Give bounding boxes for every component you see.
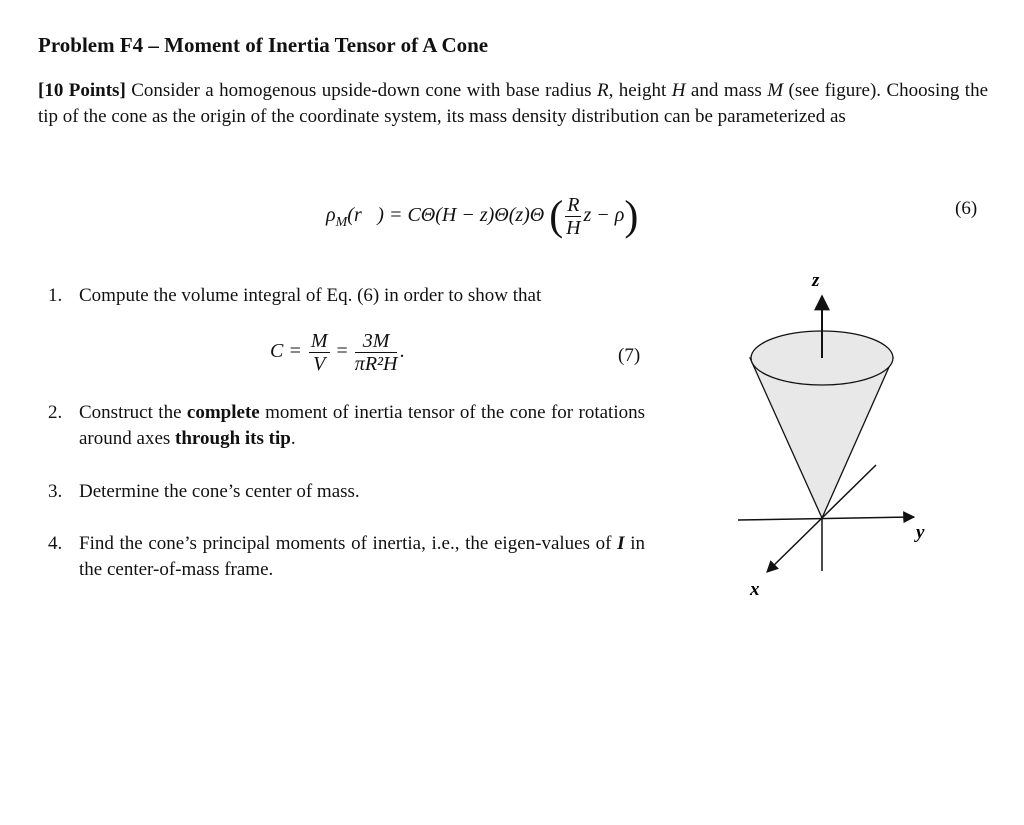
frac-denominator: H — [566, 217, 581, 239]
frac-numerator: M — [310, 330, 328, 352]
equation-6 — [0, 188, 1024, 248]
frac-numerator: R — [567, 194, 580, 216]
item-number: 3. — [48, 481, 63, 502]
problem-intro — [38, 78, 988, 130]
x-axis — [767, 518, 822, 572]
equation-6-tail: z − ρ — [583, 204, 625, 227]
frac-denominator: πR²H — [354, 353, 398, 375]
item-text: Compute the volume integral of Eq. (6) in order to show that — [79, 285, 542, 306]
item-text: Determine the cone’s center of mass. — [79, 481, 360, 502]
equation-6-lhs: (r⃗) = CΘ(H − z)Θ(z)Θ — [347, 204, 545, 227]
equals-sign: = — [336, 340, 348, 363]
points-label: [10 Points] — [38, 80, 126, 101]
item-number: 4. — [48, 533, 63, 554]
item-text — [79, 400, 645, 452]
cone-diagram — [730, 262, 970, 602]
equation-7-number: (7) — [618, 345, 641, 366]
z-axis-label: z — [812, 270, 820, 291]
right-paren: ) — [624, 193, 639, 240]
item-2-post: . — [290, 428, 296, 449]
rho-symbol: ρ — [326, 204, 336, 227]
item-2-mid: moment of inertia tensor of the cone for rotations around axes — [79, 402, 645, 449]
equation-7 — [270, 330, 650, 390]
intro-text-1: Consider a homogenous upside-down cone with base radius — [125, 80, 597, 101]
left-paren: ( — [549, 193, 564, 240]
cone-figure — [730, 262, 970, 602]
item-4-post: in the center-of-mass frame. — [79, 533, 645, 580]
rho-subscript: M — [335, 215, 348, 231]
equation-7-body — [270, 330, 404, 375]
item-4-pre: Find the cone’s principal moments of inertia, i.e., the eigen-values of — [79, 533, 618, 554]
intro-text-2: , height — [608, 80, 672, 101]
problem-title: Problem F4 – Moment of Inertia Tensor of A Cone — [38, 33, 489, 57]
item-2-bold-complete: complete — [186, 402, 260, 423]
equation-7-period: . — [399, 340, 405, 363]
frac-denominator: V — [313, 353, 326, 375]
item-text — [79, 531, 645, 583]
var-H: H — [671, 80, 686, 101]
frac-numerator: 3M — [355, 330, 398, 353]
fraction-R-over-H — [565, 194, 581, 239]
x-axis-label: x — [750, 579, 760, 600]
y-axis-label: y — [916, 522, 925, 543]
item-number: 1. — [48, 285, 63, 306]
equation-7-lhs: C = — [270, 340, 302, 363]
intro-text-4: (see figure). Choosing the tip of the cone as the origin of the coordinate system, its mass density distribution can be parameterized as — [38, 80, 989, 127]
var-R: R — [596, 80, 609, 101]
item-number: 2. — [48, 402, 63, 423]
tensor-I-symbol: I — [617, 533, 625, 554]
equation-6-number: (6) — [955, 198, 978, 219]
item-2-pre: Construct the — [79, 402, 187, 423]
fraction-M-over-V — [309, 330, 330, 375]
y-axis — [738, 517, 914, 520]
var-M: M — [767, 80, 784, 101]
fraction-3M-over-piR2H — [355, 330, 398, 375]
item-2-bold-tip: through its tip — [175, 428, 291, 449]
intro-text-3: and mass — [685, 80, 768, 101]
equation-6-body — [326, 194, 638, 239]
